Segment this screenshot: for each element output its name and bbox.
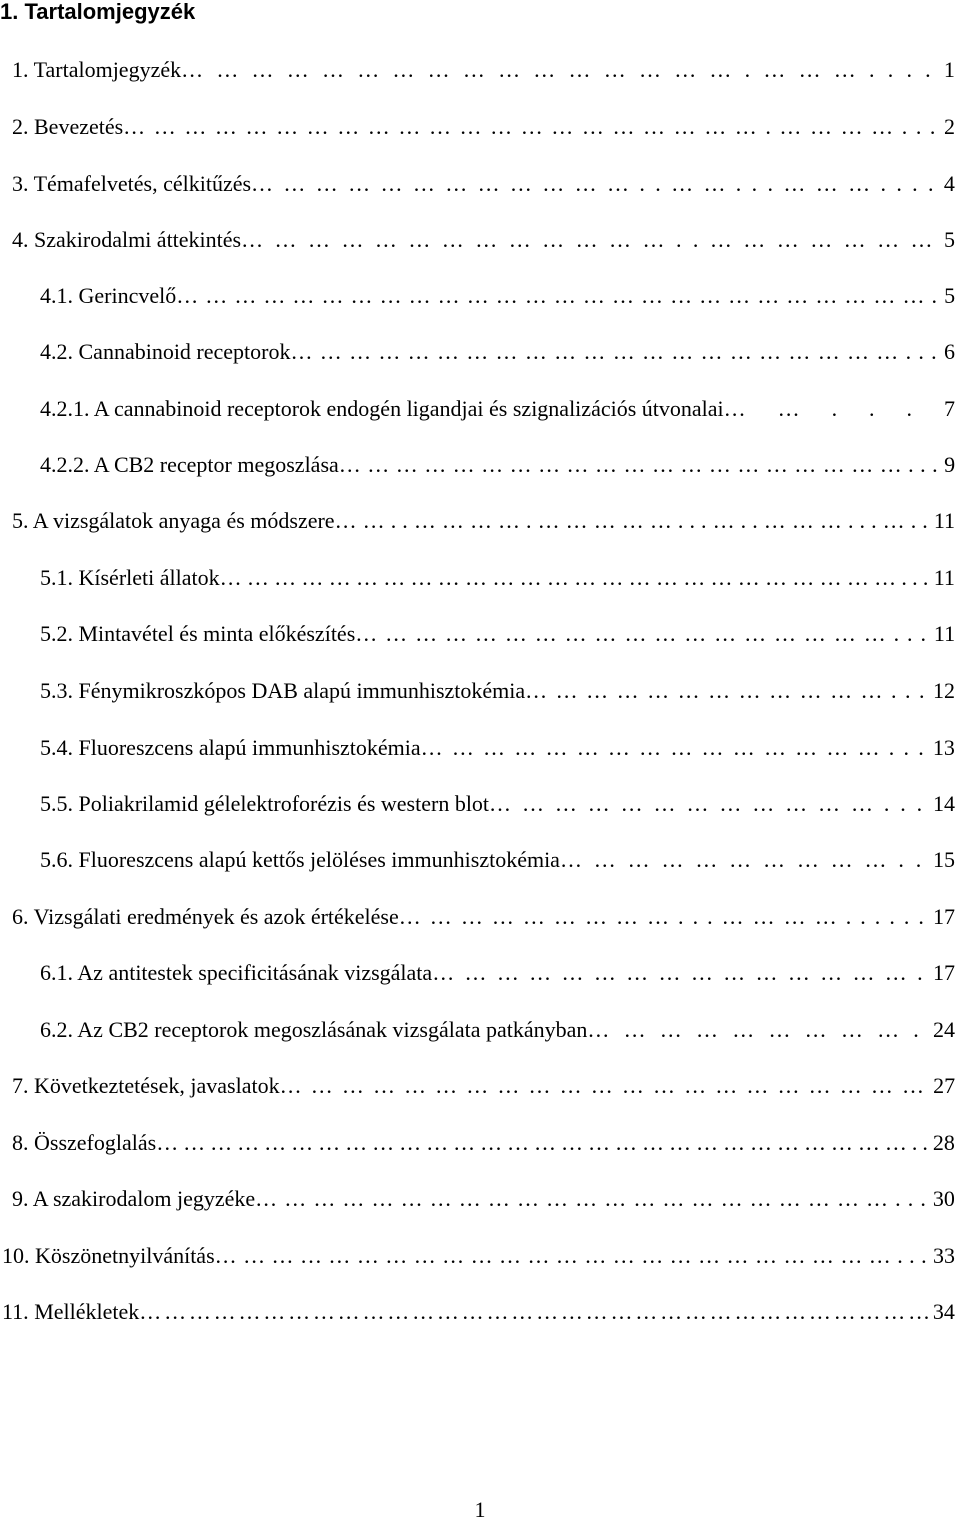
toc-entry-page: 12 xyxy=(933,678,956,703)
toc-entry[interactable] xyxy=(12,57,955,83)
toc-entry-title: Összefoglalás xyxy=(28,1130,157,1155)
toc-entry[interactable] xyxy=(40,565,955,591)
toc-entry[interactable] xyxy=(40,678,955,704)
toc-entry-title: Tartalomjegyzék xyxy=(28,57,182,82)
toc-entry-number: 1. xyxy=(12,57,29,82)
toc-entry-page: 9 xyxy=(944,452,956,477)
toc-entry-number: 2. xyxy=(12,114,29,139)
toc-entry-page: 34 xyxy=(932,1299,955,1324)
toc-entry-leader: …………………………………………………………………... xyxy=(219,565,934,590)
toc-entry-leader: ……………………………………………………….…………... xyxy=(123,114,944,139)
toc-entry-number: 5.1. xyxy=(40,565,73,590)
toc-entry[interactable] xyxy=(40,452,955,478)
toc-entry-leader: ………………………………... xyxy=(489,791,934,816)
toc-entry-number: 4.2.1. xyxy=(40,396,90,421)
toc-entry-page: 5 xyxy=(944,283,956,308)
toc-entry-title: Bevezetés xyxy=(28,114,124,139)
toc-entry-leader: ………………………………... xyxy=(525,678,934,703)
toc-entry-page: 14 xyxy=(933,791,956,816)
toc-entry[interactable] xyxy=(40,283,955,309)
toc-entry-title: Az antitestek specificitásának vizsgálata xyxy=(73,960,433,985)
toc-entry-page: 30 xyxy=(932,1186,955,1211)
toc-entry[interactable] xyxy=(12,1186,955,1212)
toc-entry-title: Következtetések, javaslatok xyxy=(28,1073,280,1098)
toc-entry-page: 17 xyxy=(932,904,955,929)
toc-entry-number: 9. xyxy=(12,1186,29,1211)
toc-entry[interactable] xyxy=(12,904,955,930)
toc-entry[interactable] xyxy=(40,339,955,365)
toc-entry-page: 5 xyxy=(944,227,956,252)
toc-entry[interactable] xyxy=(40,735,955,761)
toc-entry-leader: ………………………………………. xyxy=(432,960,933,985)
toc-entry-page: 15 xyxy=(933,847,956,872)
toc-entry-number: 4. xyxy=(12,227,29,252)
toc-entry-page: 27 xyxy=(933,1073,956,1098)
toc-entry-leader: ………………………………………... xyxy=(420,735,933,760)
toc-entry[interactable] xyxy=(12,508,955,534)
toc-entry-leader: …………………………………………………………………………………… xyxy=(139,1299,933,1324)
toc-entry-number: 8. xyxy=(12,1130,29,1155)
toc-entry-number: 11. xyxy=(2,1299,29,1324)
toc-entry-number: 5. xyxy=(12,508,29,533)
toc-entry[interactable] xyxy=(40,791,955,817)
toc-entry-number: 5.2. xyxy=(40,621,73,646)
toc-entry[interactable] xyxy=(40,396,955,422)
toc-entry-title: A cannabinoid receptorok endogén ligandjai és szignalizációs útvonalai xyxy=(89,396,724,421)
toc-entry-number: 5.5. xyxy=(40,791,73,816)
toc-entry-number: 5.4. xyxy=(40,735,73,760)
toc-entry-page: 13 xyxy=(932,735,955,760)
toc-entry-page: 33 xyxy=(933,1243,956,1268)
toc-entry-title: Gerincvelő xyxy=(73,283,177,308)
toc-entry-leader: ………………………………………………………………... xyxy=(214,1243,934,1268)
toc-entry-leader: ………………………………………………………………………….. xyxy=(156,1130,933,1155)
toc-entry-number: 6. xyxy=(12,904,29,929)
toc-entry-title: Fluoreszcens alapú immunhisztokémia xyxy=(73,735,421,760)
toc-entry-leader: ……..………….……………...…..………...….. xyxy=(334,508,934,533)
toc-entry-leader: …………………………………..………………… xyxy=(241,227,945,252)
toc-entry-page: 11 xyxy=(933,621,956,646)
toc-entry-number: 3. xyxy=(12,171,29,196)
toc-entry-number: 4.1. xyxy=(40,283,73,308)
toc-entry-leader: ……………………………………………………………………. xyxy=(176,283,945,308)
toc-entry-leader: ……... xyxy=(723,396,944,421)
toc-entry-page: 11 xyxy=(933,565,955,590)
toc-entry-title: Mellékletek xyxy=(28,1299,140,1324)
toc-entry-title: Az CB2 receptorok megoszlásának vizsgálata patkányban xyxy=(73,1017,588,1042)
toc-entry-page: 1 xyxy=(943,57,955,82)
toc-entry[interactable] xyxy=(2,1299,955,1325)
toc-entry-number: 5.6. xyxy=(40,847,73,872)
toc-entry[interactable] xyxy=(40,847,955,873)
toc-entry-page: 2 xyxy=(944,114,955,139)
toc-entry[interactable] xyxy=(40,960,955,986)
toc-entry-title: Szakirodalmi áttekintés xyxy=(28,227,242,252)
toc-entry[interactable] xyxy=(12,1073,955,1099)
toc-entry-title: Fénymikroszkópos DAB alapú immunhisztokémia xyxy=(73,678,526,703)
toc-entry-number: 6.1. xyxy=(40,960,73,985)
toc-entry[interactable] xyxy=(12,171,955,197)
toc-entry-title: Fluoreszcens alapú kettős jelöléses immunhisztokémia xyxy=(73,847,560,872)
toc-entry-title: A szakirodalom jegyzéke xyxy=(28,1186,256,1211)
document-heading: 1. Tartalomjegyzék xyxy=(0,0,196,24)
toc-entry-number: 4.2.2. xyxy=(40,452,90,477)
toc-entry-number: 7. xyxy=(12,1073,29,1098)
toc-entry-leader: ………………………...…………...... xyxy=(398,904,933,929)
toc-entry-leader: ………………………………………………... xyxy=(355,621,934,646)
toc-entry-title: Vizsgálati eredmények és azok értékelése xyxy=(28,904,399,929)
toc-entry-leader: …………………………………………………………... xyxy=(255,1186,933,1211)
toc-entry[interactable] xyxy=(12,1130,955,1156)
toc-entry[interactable] xyxy=(2,1243,955,1269)
toc-entry-page: 4 xyxy=(943,171,955,196)
toc-entry-number: 6.2. xyxy=(40,1017,73,1042)
toc-entry-page: 11 xyxy=(933,508,956,533)
toc-entry-leader: ………………………………………….……….... xyxy=(181,57,944,82)
toc-entry-leader: ……………………………………………………… xyxy=(279,1073,934,1098)
toc-entry-leader: ………………………….. xyxy=(559,847,934,872)
toc-entry-leader: ………………………………..……...……….... xyxy=(251,171,944,196)
toc-entry-number: 4.2. xyxy=(40,339,73,364)
toc-entry[interactable] xyxy=(40,1017,955,1043)
toc-entry-title: Mintavétel és minta előkészítés xyxy=(73,621,356,646)
toc-entry-title: A CB2 receptor megoszlása xyxy=(89,452,339,477)
toc-entry-page: 6 xyxy=(943,339,955,364)
toc-entry-page: 17 xyxy=(932,960,955,985)
toc-entry[interactable] xyxy=(12,227,955,253)
page-number: 1 xyxy=(474,1497,486,1522)
toc-entry-number: 10. xyxy=(2,1243,30,1268)
toc-entry-title: Kísérleti állatok xyxy=(73,565,220,590)
toc-entry-leader: ……………………………………………………... xyxy=(338,452,945,477)
toc-entry-page: 28 xyxy=(932,1130,955,1155)
toc-entry[interactable] xyxy=(40,621,955,647)
toc-entry-title: Poliakrilamid gélelektroforézis és western blot xyxy=(73,791,490,816)
toc-entry[interactable] xyxy=(12,114,955,140)
toc-entry-title: Témafelvetés, célkitűzés xyxy=(28,171,252,196)
toc-entry-title: A vizsgálatok anyaga és módszere xyxy=(28,508,335,533)
toc-entry-number: 5.3. xyxy=(40,678,73,703)
toc-entry-page: 24 xyxy=(933,1017,955,1042)
toc-entry-leader: ………………………. xyxy=(587,1017,933,1042)
toc-entry-page: 7 xyxy=(944,396,955,421)
toc-entry-leader: ………………………………………………………... xyxy=(290,339,944,364)
toc-entry-title: Köszönetnyilvánítás xyxy=(29,1243,215,1268)
toc-entry-title: Cannabinoid receptorok xyxy=(73,339,291,364)
